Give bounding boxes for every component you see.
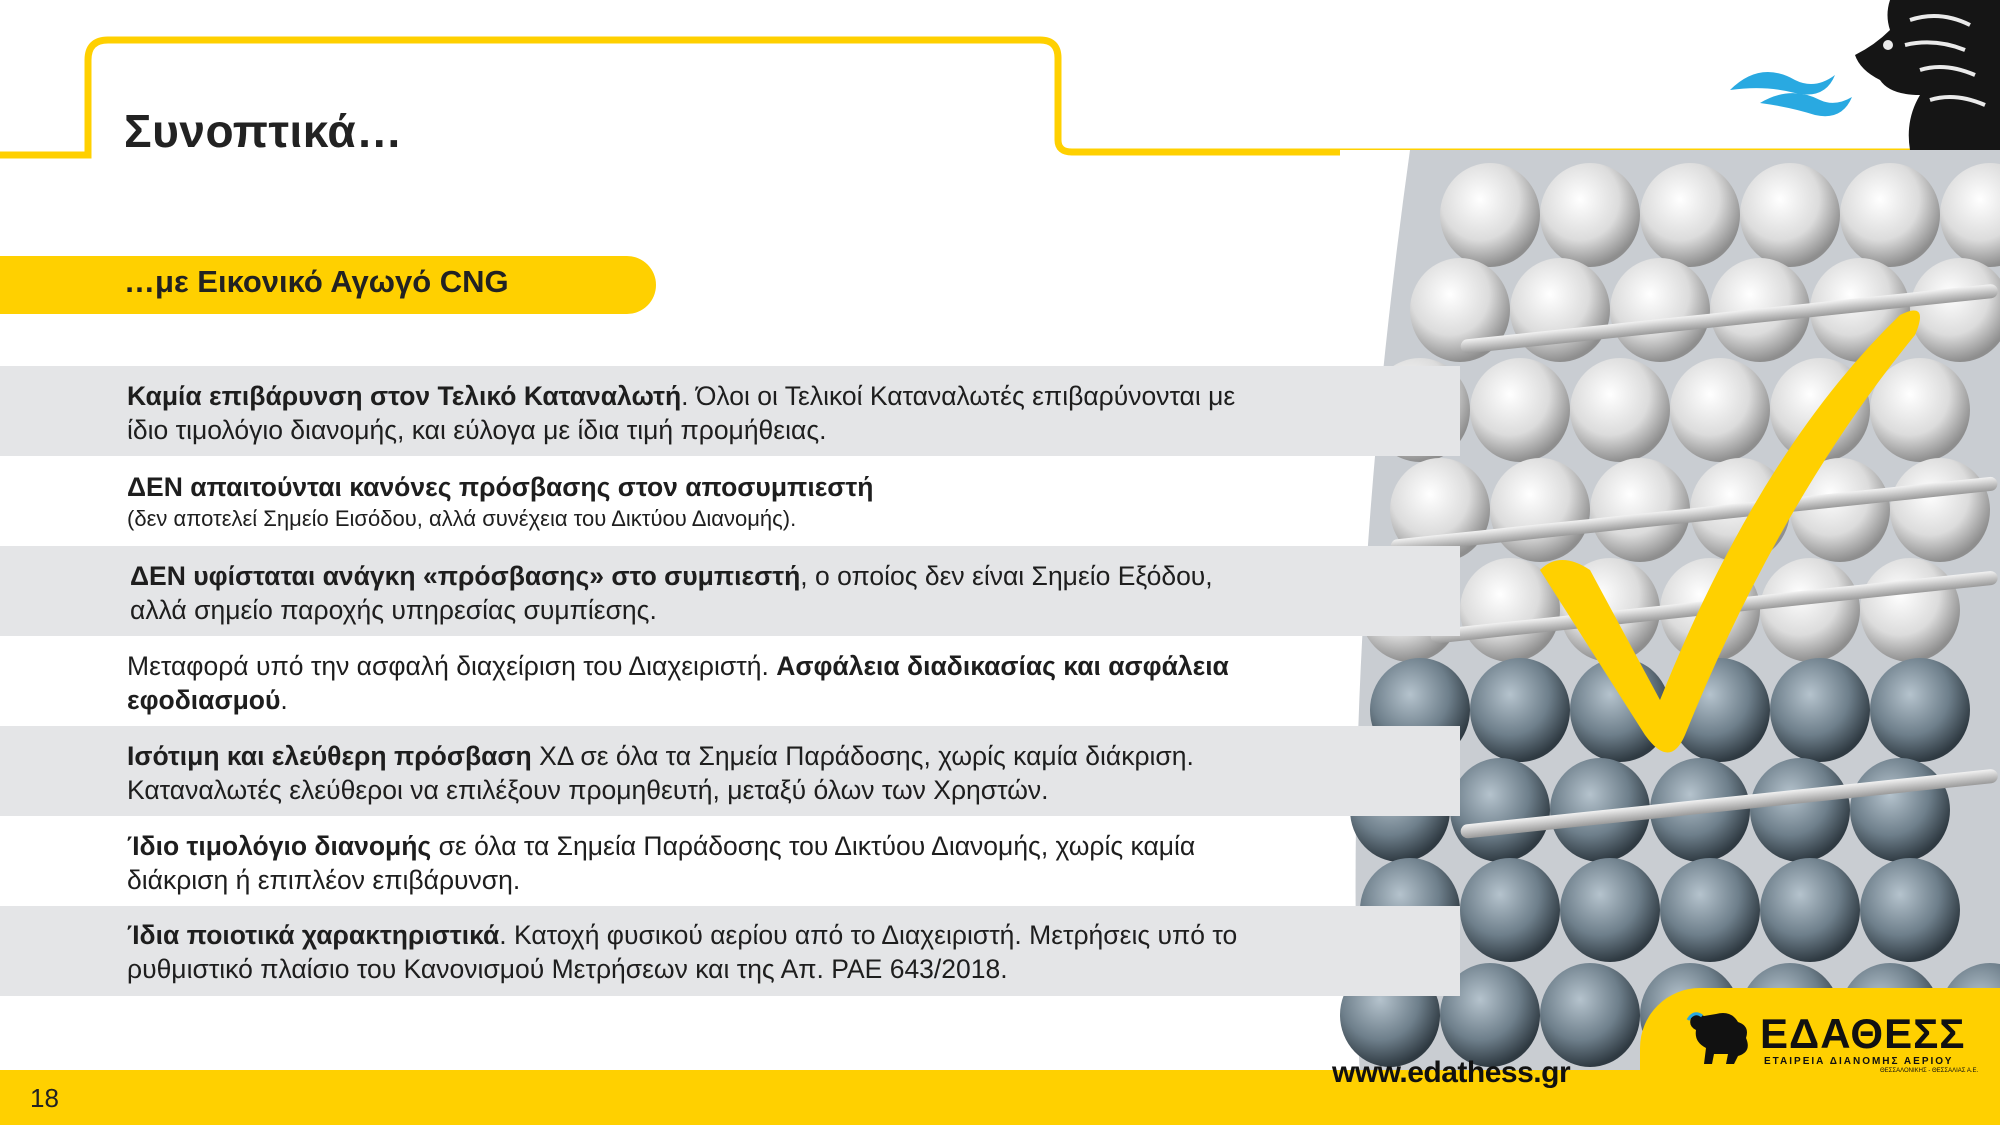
cylinder-end xyxy=(1850,758,1950,862)
list-item xyxy=(0,726,1460,816)
row-text: . Όλοι οι Τελικοί Καταναλωτές επιβαρύνονται με xyxy=(681,381,1236,411)
cylinder-end xyxy=(1590,458,1690,562)
logo-name: ΕΔΑΘΕΣΣ xyxy=(1760,1010,1966,1057)
cylinder-end xyxy=(1640,163,1740,267)
row-line-2 xyxy=(127,683,1340,717)
cylinder-end xyxy=(1750,758,1850,862)
cylinder-end xyxy=(1470,658,1570,762)
row-text: . Κατοχή φυσικού αερίου από το Διαχειριστή. Μετρήσεις υπό το xyxy=(499,920,1238,950)
row-bold-2: εφοδιασμού xyxy=(127,685,281,715)
list-item xyxy=(0,456,1460,546)
row-line-1 xyxy=(127,470,1340,504)
lion-logo-icon xyxy=(1686,1008,1756,1064)
cylinder-end xyxy=(1490,458,1590,562)
row-line-1 xyxy=(127,918,1340,952)
cylinder-end xyxy=(1870,658,1970,762)
cylinder-end xyxy=(1570,358,1670,462)
lion-head-icon xyxy=(1850,0,2000,150)
cylinder-end xyxy=(1540,963,1640,1067)
cylinder-end xyxy=(1470,358,1570,462)
cylinder-end xyxy=(1450,758,1550,862)
cylinder-end xyxy=(1890,458,1990,562)
cylinder-end xyxy=(1540,163,1640,267)
row-tail: . xyxy=(280,685,288,715)
row-line-1 xyxy=(127,649,1340,683)
row-line-2: αλλά σημείο παροχής υπηρεσίας συμπίεσης. xyxy=(130,595,657,625)
row-line-2: ίδιο τιμολόγιο διανομής, και εύλογα με ίδια τιμή προμήθειας. xyxy=(127,415,827,445)
cylinder-end xyxy=(1670,358,1770,462)
row-text: , ο οποίος δεν είναι Σημείο Εξόδου, xyxy=(800,561,1213,591)
cylinder-end xyxy=(1560,858,1660,962)
list-item xyxy=(0,816,1460,906)
page-number: 18 xyxy=(30,1083,59,1113)
row-text: Μεταφορά υπό την ασφαλή διαχείριση του Διαχειριστή. xyxy=(127,651,777,681)
row-text: ΧΔ σε όλα τα Σημεία Παράδοσης, χωρίς καμία διάκριση. xyxy=(531,741,1194,771)
row-line-1 xyxy=(127,829,1340,863)
cylinder-end xyxy=(1760,858,1860,962)
list-item xyxy=(0,636,1460,726)
row-bold: ΔΕΝ απαιτούνται κανόνες πρόσβασης στον αποσυμπιεστή xyxy=(127,472,874,502)
footer-bar xyxy=(0,1070,2000,1125)
list-item xyxy=(0,546,1460,636)
page-title: Συνοπτικά… xyxy=(124,105,403,157)
cylinder-end xyxy=(1660,858,1760,962)
wave-logo-icon xyxy=(1720,55,1860,125)
row-bold: Ασφάλεια διαδικασίας και ασφάλεια xyxy=(776,651,1229,681)
list-item xyxy=(0,366,1460,456)
row-line-2: ρυθμιστικό πλαίσιο του Κανονισμού Μετρήσεων και της Απ. ΡΑΕ 643/2018. xyxy=(127,954,1008,984)
website-link[interactable]: www.edathess.gr xyxy=(1332,1056,1571,1089)
row-bold: ΔΕΝ υφίσταται ανάγκη «πρόσβασης» στο συμπιεστή xyxy=(130,561,801,591)
cylinder-end xyxy=(1460,858,1560,962)
cylinder-end xyxy=(1440,163,1540,267)
cylinder-end xyxy=(1870,358,1970,462)
row-line-1 xyxy=(130,559,1340,593)
cylinder-end xyxy=(1860,558,1960,662)
cylinder-end xyxy=(1760,558,1860,662)
row-line-2: (δεν αποτελεί Σημείο Εισόδου, αλλά συνέχεια του Δικτύου Διανομής). xyxy=(127,506,797,531)
row-bold: Ισότιμη και ελεύθερη πρόσβαση xyxy=(127,741,532,771)
row-line-1 xyxy=(127,379,1340,413)
list-item xyxy=(0,906,1460,996)
cylinder-end xyxy=(1860,858,1960,962)
row-line-2: διάκριση ή επιπλέον επιβάρυνση. xyxy=(127,865,521,895)
row-line-2: Καταναλωτές ελεύθεροι να επιλέξουν προμηθευτή, μεταξύ όλων των Χρηστών. xyxy=(127,775,1049,805)
cylinder-end xyxy=(1740,163,1840,267)
row-text: σε όλα τα Σημεία Παράδοσης του Δικτύου Διανομής, χωρίς καμία xyxy=(431,831,1196,861)
row-bold: Ίδιο τιμολόγιο διανομής xyxy=(127,831,432,861)
cylinder-end xyxy=(1770,658,1870,762)
section-label: …με Εικονικό Αγωγό CNG xyxy=(124,264,509,299)
row-bold: Ίδια ποιοτικά χαρακτηριστικά xyxy=(127,920,500,950)
logo-region: ΘΕΣΣΑΛΟΝΙΚΗΣ - ΘΕΣΣΑΛΙΑΣ Α.Ε. xyxy=(1880,1068,1979,1074)
row-bold: Καμία επιβάρυνση στον Τελικό Καταναλωτή xyxy=(127,381,682,411)
cylinder-end xyxy=(1840,163,1940,267)
row-line-1 xyxy=(127,739,1340,773)
cylinder-end xyxy=(1610,258,1710,362)
logo-tagline: ΕΤΑΙΡΕΙΑ ΔΙΑΝΟΜΗΣ ΑΕΡΙΟΥ xyxy=(1764,1056,1954,1067)
